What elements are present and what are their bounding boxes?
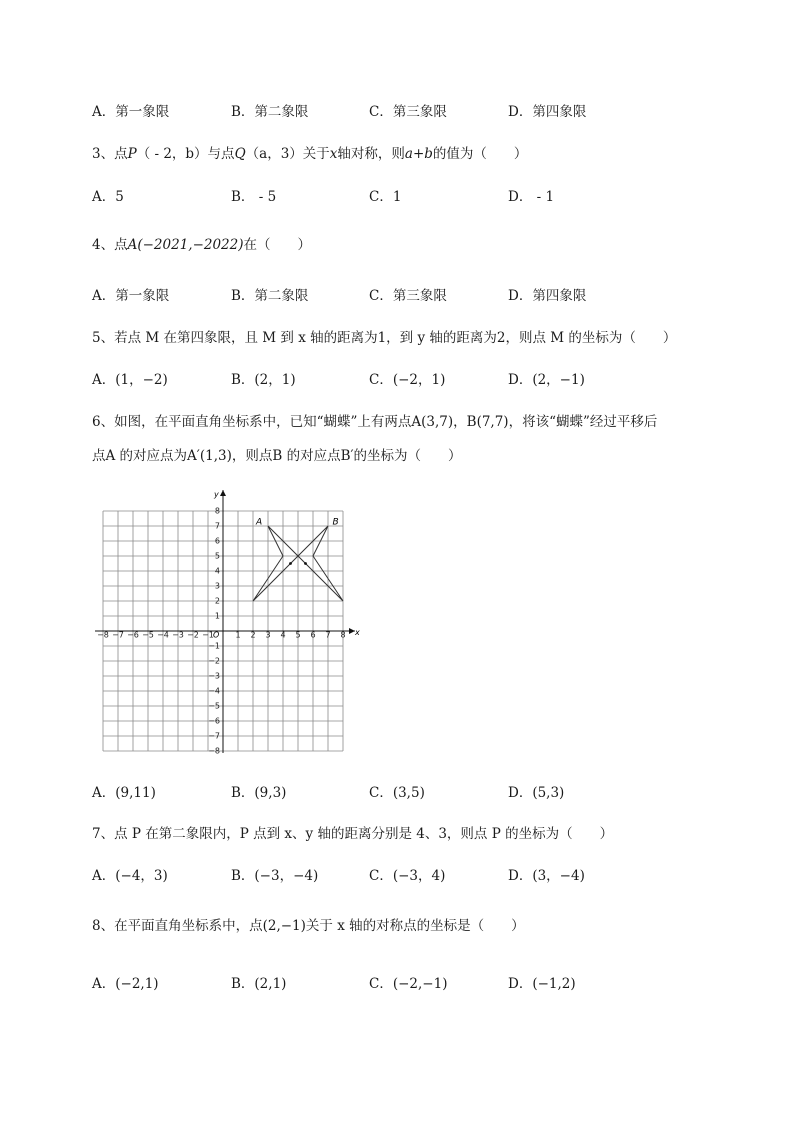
q8-option-d: D．(−1,2) bbox=[508, 976, 576, 992]
x-tick-label: 6 bbox=[310, 630, 316, 640]
question-3 bbox=[92, 142, 527, 162]
q3-option-b: B． - 5 bbox=[231, 189, 277, 205]
y-tick-label: −8 bbox=[208, 746, 220, 756]
q3-q-coords: （a，3）关于 bbox=[245, 146, 330, 162]
q2-option-d: D．第四象限 bbox=[508, 104, 587, 120]
q8-option-a: A．(−2,1) bbox=[92, 976, 159, 992]
q2-option-a: A．第一象限 bbox=[92, 104, 170, 120]
q5-option-d: D．(2，−1) bbox=[508, 372, 585, 388]
butterfly-dot bbox=[289, 562, 292, 565]
y-tick-label: −3 bbox=[208, 671, 220, 681]
y-tick-label: −5 bbox=[208, 701, 220, 711]
coordinate-grid-figure bbox=[92, 488, 372, 766]
q4-option-c: C．第三象限 bbox=[369, 288, 447, 304]
question-7: 7、点 P 在第二象限内，P 点到 x、y 轴的距离分别是 4、3，则点 P 的坐标为（ ） bbox=[92, 826, 614, 842]
x-tick-label: −8 bbox=[97, 630, 109, 640]
x-tick-label: 1 bbox=[235, 630, 241, 640]
y-tick-label: 4 bbox=[214, 566, 220, 576]
x-tick-label: 5 bbox=[295, 630, 301, 640]
y-axis-label: y bbox=[214, 490, 219, 499]
q3-option-c: C．1 bbox=[369, 189, 402, 205]
q4-option-a: A．第一象限 bbox=[92, 288, 170, 304]
y-tick-label: −6 bbox=[208, 716, 220, 726]
butterfly-dot bbox=[304, 562, 307, 565]
y-tick-label: −7 bbox=[208, 731, 220, 741]
y-tick-label: −2 bbox=[208, 656, 220, 666]
x-tick-label: −5 bbox=[142, 630, 154, 640]
y-tick-label: 2 bbox=[214, 596, 220, 606]
q4-suffix: 在（ ） bbox=[243, 237, 312, 253]
q6-option-a: A．(9,11) bbox=[92, 785, 156, 801]
y-tick-label: 6 bbox=[214, 536, 220, 546]
x-tick-label: −3 bbox=[172, 630, 184, 640]
q3-expression: a+b bbox=[404, 146, 433, 162]
q7-option-b: B．(−3，−4) bbox=[231, 868, 319, 884]
q4-option-b: B．第二象限 bbox=[231, 288, 309, 304]
x-tick-label: 2 bbox=[250, 630, 256, 640]
axes bbox=[95, 490, 355, 753]
x-tick-label: −7 bbox=[112, 630, 124, 640]
q4-point: A(−2021,−2022) bbox=[127, 237, 244, 253]
q2-option-b: B．第二象限 bbox=[231, 104, 309, 120]
x-tick-label: 4 bbox=[280, 630, 286, 640]
question-6-line-1: 6、如图，在平面直角坐标系中，已知“蝴蝶”上有两点A(3,7)，B(7,7)，将该“蝴蝶”经过平移后 bbox=[92, 414, 658, 430]
q6-option-b: B．(9,3) bbox=[231, 785, 287, 801]
q5-option-c: C．(−2，1) bbox=[369, 372, 446, 388]
x-tick-label: −4 bbox=[157, 630, 169, 640]
x-tick-label: −2 bbox=[187, 630, 199, 640]
q3-option-a: A．5 bbox=[92, 189, 124, 205]
q4-option-d: D．第四象限 bbox=[508, 288, 587, 304]
q7-option-a: A．(−4，3) bbox=[92, 868, 168, 884]
q3-p-coords: （ - 2，b）与点 bbox=[136, 146, 235, 162]
y-axis-arrow bbox=[220, 490, 226, 496]
question-5: 5、若点 M 在第四象限，且 M 到 x 轴的距离为1，到 y 轴的距离为2，则点 M 的坐标为（ ） bbox=[92, 330, 677, 346]
q7-option-d: D．(3，−4) bbox=[508, 868, 585, 884]
q6-option-d: D．(5,3) bbox=[508, 785, 565, 801]
question-8: 8、在平面直角坐标系中，点(2,−1)关于 x 轴的对称点的坐标是（ ） bbox=[92, 918, 525, 934]
q8-option-b: B．(2,1) bbox=[231, 976, 287, 992]
q3-mid: 轴对称，则 bbox=[337, 146, 405, 162]
q5-option-a: A．(1，−2) bbox=[92, 372, 168, 388]
q8-option-c: C．(−2,−1) bbox=[369, 976, 448, 992]
q3-suffix: 的值为（ ） bbox=[432, 146, 528, 162]
x-tick-label: −6 bbox=[127, 630, 139, 640]
q6-option-c: C．(3,5) bbox=[369, 785, 425, 801]
q3-point-q: Q bbox=[234, 146, 246, 162]
point-b-label: B bbox=[332, 517, 339, 528]
y-tick-label: 1 bbox=[214, 611, 220, 621]
x-tick-label: 3 bbox=[265, 630, 271, 640]
x-tick-label: 7 bbox=[325, 630, 331, 640]
y-tick-label: 5 bbox=[214, 551, 220, 561]
y-tick-label: 3 bbox=[214, 581, 220, 591]
q2-option-c: C．第三象限 bbox=[369, 104, 447, 120]
x-tick-label: 8 bbox=[340, 630, 346, 640]
q3-prefix: 3、点 bbox=[92, 146, 128, 162]
q3-axis-x: x bbox=[329, 146, 338, 162]
q5-option-b: B．(2，1) bbox=[231, 372, 296, 388]
q3-option-d: D． - 1 bbox=[508, 189, 555, 205]
y-tick-label: 7 bbox=[214, 521, 220, 531]
q7-option-c: C．(−3，4) bbox=[369, 868, 446, 884]
x-axis-label: x bbox=[355, 628, 360, 637]
question-4 bbox=[92, 233, 311, 253]
y-tick-label: −1 bbox=[208, 641, 220, 651]
origin-label: O bbox=[213, 630, 220, 640]
x-tick-label: −1 bbox=[202, 630, 214, 640]
question-6-line-2: 点A 的对应点为A′(1,3)，则点B 的对应点B′的坐标为（ ） bbox=[92, 448, 462, 464]
y-tick-label: 8 bbox=[214, 506, 220, 516]
y-tick-label: −4 bbox=[208, 686, 220, 696]
q3-point-p: P bbox=[127, 146, 137, 162]
point-a-label: A bbox=[256, 517, 263, 528]
q4-prefix: 4、点 bbox=[92, 237, 128, 253]
